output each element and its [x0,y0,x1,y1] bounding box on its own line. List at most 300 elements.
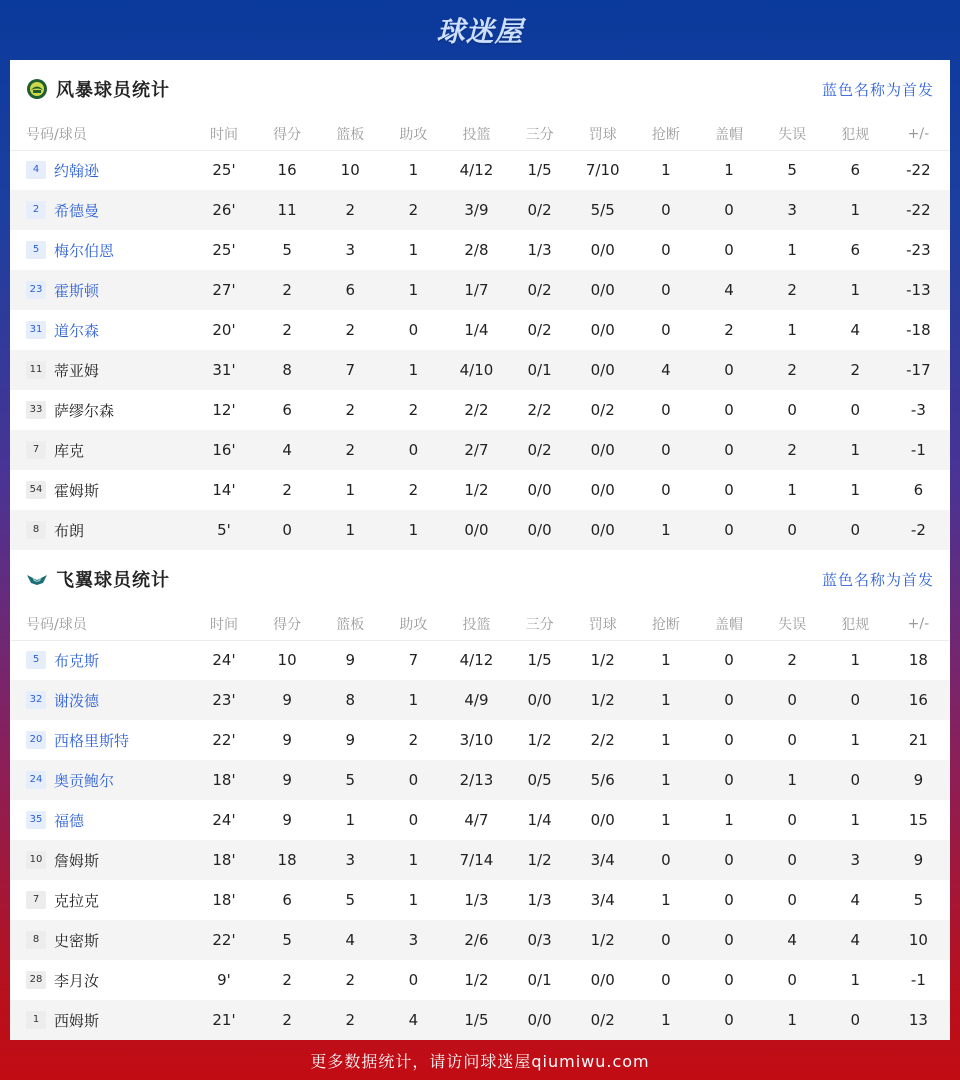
stat-cell: 0/2 [590,401,615,419]
column-header[interactable]: 号码/球员 [10,608,192,640]
player-row[interactable] [10,1000,950,1040]
column-header[interactable]: 篮板 [319,118,382,150]
column-header[interactable]: 助攻 [382,118,445,150]
stat-cell: 1 [408,891,419,909]
player-name-link[interactable]: 道尔森 [54,321,100,340]
player-name-link[interactable]: 约翰逊 [54,161,100,180]
jersey-number-badge: 2 [26,201,46,219]
player-name-link[interactable]: 李月汝 [54,971,100,990]
stat-cell: 0/0 [527,1011,552,1029]
player-row[interactable] [10,350,950,390]
table-header-row [10,118,950,150]
jersey-number-badge: 24 [26,771,46,789]
player-name-link[interactable]: 库克 [54,441,85,460]
stat-cell: 21 [908,731,928,749]
stat-cell: 0 [661,281,671,299]
stat-cell: -23 [906,241,931,259]
stat-cell: 2 [787,651,797,670]
player-cell [10,760,192,800]
jersey-number-badge: 4 [26,161,46,179]
stat-cell: 0 [661,201,671,219]
column-header[interactable]: 号码/球员 [10,118,192,150]
stat-cell: 26' [212,201,236,219]
stat-cell: 5' [217,521,231,539]
stat-cell: 1 [661,651,671,670]
stat-cell: 0 [408,441,419,459]
player-cell [10,800,192,840]
column-header[interactable]: 得分 [256,118,319,150]
jersey-number-badge: 1 [26,1011,46,1029]
stat-cell: 5 [282,241,292,259]
player-row[interactable] [10,720,950,760]
player-cell [10,390,192,430]
column-header[interactable]: 罚球 [571,608,634,640]
stat-cell: 0/0 [590,361,615,379]
stat-cell: 0 [787,891,797,909]
stat-cell: 1 [661,161,671,180]
stat-cell: 2/8 [464,241,489,259]
stat-cell: 0/1 [527,361,552,379]
stat-cell: 2 [345,201,355,219]
stat-cell: 1 [724,161,734,180]
player-cell [10,920,192,960]
stat-cell: 2 [345,401,355,419]
stat-cell: 9 [282,691,292,709]
stat-cell: 5 [345,771,355,789]
jersey-number-badge: 31 [26,321,46,339]
stat-cell: 2/2 [527,401,552,419]
player-name-link[interactable]: 克拉克 [54,891,100,910]
stat-cell: 4/12 [459,161,494,180]
stat-cell: 2 [408,201,419,219]
stat-cell: 0 [661,481,671,499]
stat-cell: 1 [787,771,797,789]
jersey-number-badge: 10 [26,851,46,869]
stat-cell: 0/0 [590,441,615,459]
player-name-link[interactable]: 霍斯顿 [54,281,100,300]
player-row[interactable] [10,760,950,800]
column-header[interactable]: 助攻 [382,608,445,640]
player-row[interactable] [10,800,950,840]
stat-cell: 11 [277,201,297,219]
player-name-link[interactable]: 霍姆斯 [54,481,100,500]
jersey-number-badge: 5 [26,651,46,669]
column-header[interactable]: 篮板 [319,608,382,640]
player-row[interactable] [10,150,950,190]
stat-cell: 12' [212,401,236,419]
player-cell [10,230,192,270]
stat-cell: 0/0 [590,241,615,259]
stat-cell: 0 [787,691,797,709]
stat-cell: 1 [787,1011,797,1029]
jersey-number-badge: 5 [26,241,46,259]
player-cell [10,640,192,680]
stat-cell: 1/2 [590,931,615,949]
footer-text[interactable]: 更多数据统计，请访问球迷屋qiumiwu.com [310,1051,650,1071]
stat-cell: 0 [724,651,734,670]
team-section-1 [10,60,950,550]
team-stats-title: 风暴球员统计 [56,80,170,101]
player-name-link[interactable]: 史密斯 [54,931,100,950]
stat-cell: 0 [724,691,734,709]
stat-cell: 2/6 [464,931,489,949]
stat-cell: 2 [724,321,734,339]
stat-cell: 0 [661,401,671,419]
player-row[interactable] [10,640,950,680]
stat-cell: 31' [212,361,236,379]
stat-cell: 7 [345,361,355,379]
stat-cell: 0 [850,521,860,539]
player-row[interactable] [10,190,950,230]
stat-cell: 2 [787,441,797,459]
player-name-link[interactable]: 福德 [54,811,85,830]
player-cell [10,430,192,470]
stat-cell: 9 [282,811,292,829]
player-stats-table [10,118,950,550]
stat-cell: 0 [724,891,734,909]
column-header[interactable]: +/- [887,118,950,150]
stat-cell: -13 [906,281,931,299]
player-name-link[interactable]: 西姆斯 [54,1011,100,1030]
stat-cell: 2 [787,361,797,379]
stat-cell: 4/12 [459,651,494,670]
player-cell [10,1000,192,1040]
stat-cell: 0 [724,441,734,459]
column-header[interactable]: 失误 [761,118,824,150]
player-name-link[interactable]: 布克斯 [54,651,100,670]
stat-cell: 1/4 [464,321,489,339]
stat-cell: 3/10 [459,731,494,749]
stat-cell: 0/0 [590,281,615,299]
player-row[interactable] [10,390,950,430]
player-cell [10,310,192,350]
stat-cell: 2 [787,281,797,299]
column-header[interactable]: 时间 [192,118,255,150]
column-header[interactable]: 盖帽 [697,608,760,640]
stat-cell: 10 [908,931,928,949]
stat-cell: 2 [850,361,860,379]
column-header[interactable]: 犯规 [824,608,887,640]
stat-cell: 2/13 [459,771,494,789]
stat-cell: 4/10 [459,361,494,379]
player-cell [10,470,192,510]
stat-cell: 0 [787,521,797,539]
stat-cell: 18' [212,771,236,789]
stat-cell: 0/0 [527,691,552,709]
stat-cell: 9 [282,731,292,749]
column-header[interactable]: +/- [887,608,950,640]
player-row[interactable] [10,430,950,470]
stat-cell: 0 [661,441,671,459]
stat-cell: 14' [212,481,236,499]
stat-cell: 24' [212,651,236,670]
stat-cell: 10 [340,161,360,180]
stat-cell: 2 [345,441,355,459]
stat-cell: 1 [345,481,355,499]
team-title-wrap [26,566,170,592]
stat-cell: 7 [408,651,419,670]
footer-banner [0,1040,960,1080]
storm-team-logo-icon [26,78,48,100]
stat-cell: 0 [724,731,734,749]
column-header[interactable]: 犯规 [824,118,887,150]
stat-cell: 5/5 [590,201,615,219]
player-row[interactable] [10,510,950,550]
stat-cell: 2/2 [590,731,615,749]
stat-cell: 0 [724,971,734,989]
stat-cell: 4 [345,931,355,949]
player-row[interactable] [10,230,950,270]
stat-cell: 0 [724,241,734,259]
stat-cell: 3/4 [590,891,615,909]
player-row[interactable] [10,270,950,310]
stat-cell: -22 [906,161,931,180]
stat-cell: 6 [282,401,292,419]
stat-cell: 1 [850,811,860,829]
team-section-header [10,60,950,118]
stat-cell: 0 [661,931,671,949]
stat-cell: 3/9 [464,201,489,219]
stat-cell: 5 [282,931,292,949]
stat-cell: 16 [908,691,928,709]
stat-cell: 2 [345,971,355,989]
stat-cell: 8 [282,361,292,379]
stat-cell: 2 [408,481,419,499]
stat-cell: 5/6 [590,771,615,789]
jersey-number-badge: 32 [26,691,46,709]
jersey-number-badge: 35 [26,811,46,829]
stat-cell: 0 [850,401,860,419]
stat-cell: -18 [906,321,931,339]
player-name-link[interactable]: 奥贡鲍尔 [54,771,115,790]
stat-cell: 0 [850,771,860,789]
stat-cell: 1/2 [590,691,615,709]
stat-cell: 1/5 [527,161,552,180]
stat-cell: 0 [787,851,797,869]
starter-legend-note: 蓝色名称为首发 [821,80,934,99]
stat-cell: 21' [212,1011,236,1029]
stat-cell: 1 [850,201,860,219]
stat-cell: 5 [913,891,924,909]
stat-cell: 9 [345,731,355,749]
stat-cell: 0 [724,201,734,219]
team-title-wrap [26,76,170,102]
player-row[interactable] [10,880,950,920]
stats-panel [10,60,950,1040]
stat-cell: 15 [908,811,928,829]
stat-cell: 0/3 [527,931,552,949]
stat-cell: 1 [408,691,419,709]
wings-team-logo-icon [26,568,48,590]
player-name-link[interactable]: 萨缪尔森 [54,401,115,420]
stat-cell: 2 [282,971,292,989]
player-row[interactable] [10,960,950,1000]
stat-cell: 1/2 [464,481,489,499]
stat-cell: 22' [212,731,236,749]
player-row[interactable] [10,470,950,510]
column-header[interactable]: 罚球 [571,118,634,150]
stat-cell: 4 [850,891,860,909]
jersey-number-badge: 20 [26,731,46,749]
stat-cell: 1 [787,481,797,499]
stat-cell: 3/4 [590,851,615,869]
stat-cell: 0 [408,971,419,989]
stat-cell: 0 [724,521,734,539]
stat-cell: 18 [908,651,928,670]
stat-cell: 1/5 [527,651,552,670]
stat-cell: 3 [787,201,797,219]
stat-cell: 1/2 [527,731,552,749]
stat-cell: 1 [345,521,355,539]
stat-cell: 4 [850,321,860,339]
player-name-link[interactable]: 詹姆斯 [54,851,100,870]
stat-cell: 18 [277,851,297,869]
stat-cell: 27' [212,281,236,299]
player-cell [10,960,192,1000]
stat-cell: 1 [661,891,671,909]
stat-cell: 1 [408,851,419,869]
site-logo[interactable]: 球迷屋 [436,15,524,48]
player-name-link[interactable]: 西格里斯特 [54,731,130,750]
player-cell [10,270,192,310]
stat-cell: 10 [277,651,297,670]
player-cell [10,720,192,760]
stat-cell: 24' [212,811,236,829]
player-name-link[interactable]: 希德曼 [54,201,100,220]
stat-cell: 1 [408,361,419,379]
player-name-link[interactable]: 梅尔伯恩 [54,241,115,260]
stat-cell: 0 [661,241,671,259]
stat-cell: 1/3 [527,241,552,259]
stat-cell: 0/2 [527,441,552,459]
table-header-row [10,608,950,640]
stat-cell: 0/0 [590,811,615,829]
stat-cell: 2 [282,1011,292,1029]
stat-cell: 0 [661,851,671,869]
column-header[interactable]: 盖帽 [697,118,760,150]
stat-cell: 5 [787,161,797,180]
stat-cell: 4 [661,361,671,379]
player-row[interactable] [10,680,950,720]
stat-cell: 0 [408,811,419,829]
player-name-link[interactable]: 谢泼德 [54,691,100,710]
stat-cell: 5 [345,891,355,909]
team-stats-title: 飞翼球员统计 [56,570,170,591]
jersey-number-badge: 7 [26,891,46,909]
stat-cell: 0 [787,401,797,419]
stat-cell: 4 [282,441,292,459]
stat-cell: 1/2 [464,971,489,989]
stat-cell: 0 [724,851,734,869]
stat-cell: 4 [408,1011,419,1029]
stat-cell: 1/5 [464,1011,489,1029]
stat-cell: 0/5 [527,771,552,789]
stat-cell: 0 [408,321,419,339]
stat-cell: 4/9 [464,691,489,709]
stat-cell: 23' [212,691,236,709]
column-header[interactable]: 投篮 [445,608,508,640]
stat-cell: -1 [910,971,926,989]
stat-cell: 1 [787,241,797,259]
column-header[interactable]: 得分 [256,608,319,640]
stat-cell: 4 [787,931,797,949]
column-header[interactable]: 时间 [192,608,255,640]
stat-cell: 1 [408,521,419,539]
player-cell [10,680,192,720]
stat-cell: 4/7 [464,811,489,829]
stat-cell: 3 [345,241,355,259]
team-section-header [10,550,950,608]
player-name-link[interactable]: 布朗 [54,521,85,540]
stat-cell: 2 [408,401,419,419]
stat-cell: 1/2 [590,651,615,670]
stat-cell: 20' [212,321,236,339]
player-cell [10,510,192,550]
stat-cell: 3 [408,931,419,949]
stat-cell: 0/0 [464,521,489,539]
stat-cell: 25' [212,241,236,259]
stat-cell: 13 [908,1011,928,1029]
stat-cell: 8 [345,691,355,709]
team-section-2 [10,550,950,1040]
stat-cell: 9 [913,851,924,869]
player-cell [10,150,192,190]
stat-cell: 1 [850,731,860,749]
jersey-number-badge: 8 [26,521,46,539]
stat-cell: 1 [661,1011,671,1029]
stat-cell: 0/1 [527,971,552,989]
stat-cell: 2 [345,321,355,339]
column-header[interactable]: 三分 [508,118,571,150]
stat-cell: 0/0 [527,521,552,539]
stat-cell: 1 [850,481,860,499]
stat-cell: 9' [217,971,231,989]
stat-cell: 2 [282,321,292,339]
column-header[interactable]: 失误 [761,608,824,640]
stat-cell: 16 [277,161,297,180]
stat-cell: 18' [212,891,236,909]
column-header[interactable]: 抢断 [634,608,697,640]
column-header[interactable]: 投篮 [445,118,508,150]
player-cell [10,880,192,920]
stat-cell: 0/2 [590,1011,615,1029]
stat-cell: 0 [787,971,797,989]
starter-legend-note: 蓝色名称为首发 [821,570,934,589]
player-row[interactable] [10,840,950,880]
column-header[interactable]: 抢断 [634,118,697,150]
stat-cell: 6 [282,891,292,909]
player-name-link[interactable]: 蒂亚姆 [54,361,100,380]
player-stats-table [10,608,950,1040]
stat-cell: 2 [282,281,292,299]
jersey-number-badge: 54 [26,481,46,499]
stat-cell: 9 [282,771,292,789]
stat-cell: 16' [212,441,236,459]
stat-cell: 1 [850,971,860,989]
player-cell [10,840,192,880]
player-row[interactable] [10,920,950,960]
stat-cell: 1 [661,691,671,709]
column-header[interactable]: 三分 [508,608,571,640]
stat-cell: 9 [913,771,924,789]
stat-cell: 1 [661,521,671,539]
stat-cell: 0 [661,321,671,339]
stat-cell: 0 [282,521,292,539]
stat-cell: 4 [724,281,734,299]
stat-cell: 2 [282,481,292,499]
player-row[interactable] [10,310,950,350]
stat-cell: 3 [345,851,355,869]
